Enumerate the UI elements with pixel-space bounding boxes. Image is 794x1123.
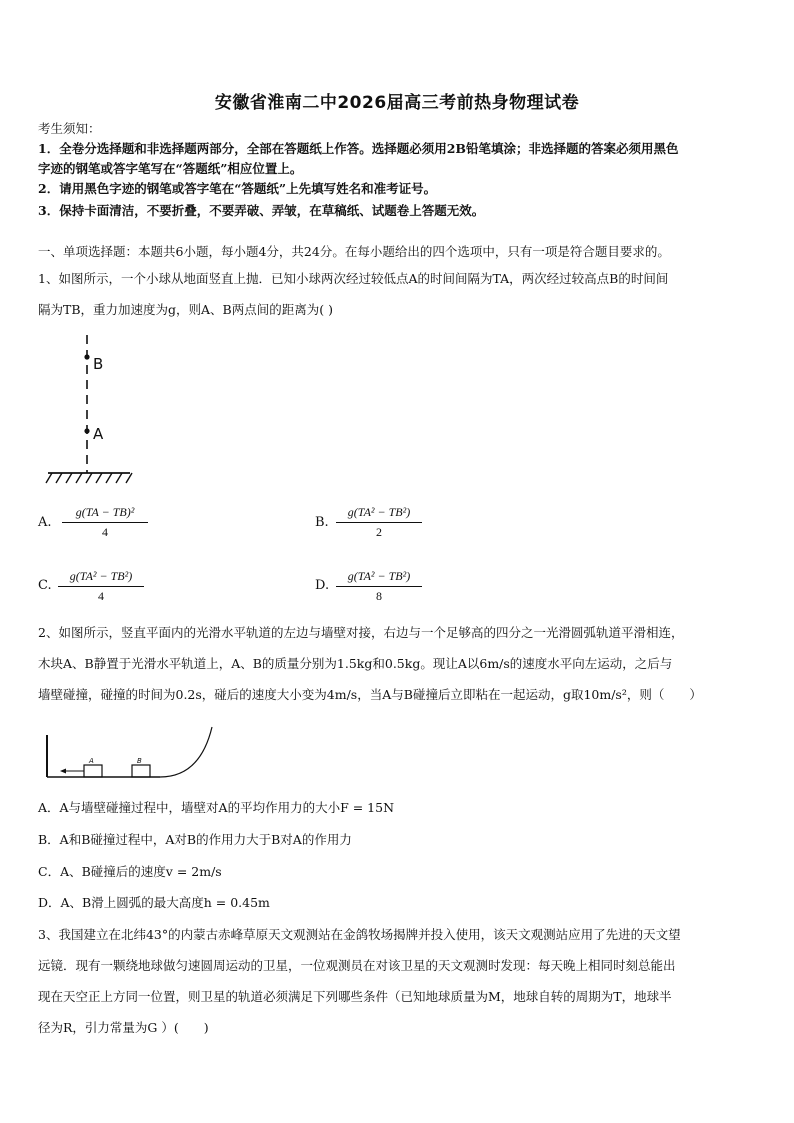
question-3-stem: 现在天空正上方同一位置，则卫星的轨道必须满足下列哪些条件（已知地球质量为M，地球自转的周期为T，地球半 [38,989,672,1004]
question-2-figure [40,725,220,785]
notice-item: 2．请用黑色字迹的钢笔或答字笔在“答题纸”上先填写姓名和准考证号。 [38,181,437,196]
question-2-stem: 木块A、B静置于光滑水平轨道上，A、B的质量分别为1.5kg和0.5kg。现让A以6m/s的速度水平向左运动，之后与 [38,656,673,671]
section-heading: 一、单项选择题：本题共6小题，每小题4分，共24分。在每小题给出的四个选项中，只有一项是符合题目要求的。 [38,244,670,259]
question-2-option-b: B．A和B碰撞过程中，A对B的作用力大于B对A的作用力 [38,832,352,847]
formula-numerator: g(TA − TB)² [75,505,135,519]
question-2-stem: 墙壁碰撞，碰撞的时间为0.2s，碰后的速度大小变为4m/s，当A与B碰撞后立即粘在一起运动，g取10m/s²，则（ ） [38,687,702,702]
option-c-letter: C. [38,578,52,593]
question-1-stem: 1、如图所示，一个小球从地面竖直上抛．已知小球两次经过较低点A的时间间隔为TA，两次经过较高点B的时间间 [38,271,669,286]
notice-item: 字迹的钢笔或答字笔写在“答题纸”相应位置上。 [38,161,303,176]
formula-denominator: 2 [376,525,382,539]
notice-item: 1．全卷分选择题和非选择题两部分，全部在答题纸上作答。选择题必须用2B铅笔填涂；非选择题的答案必须用黑色 [38,141,679,156]
block-a-label: A [89,757,94,765]
question-3-stem: 远镜．现有一颗绕地球做匀速圆周运动的卫星，一位观测员在对该卫星的天文观测时发现：每天晚上相同时刻总能出 [38,958,676,973]
option-b-letter: B. [315,515,329,530]
question-2-option-a: A．A与墙壁碰撞过程中，墙壁对A的平均作用力的大小F = 15N [38,800,395,815]
point-a-label: A [93,425,104,443]
block-b-label: B [137,757,142,765]
question-3-stem: 径为R，引力常量为G ）( ) [38,1020,209,1035]
option-d-formula [334,566,424,605]
formula-numerator: g(TA² − TB²) [347,569,411,583]
option-c-formula [56,566,146,605]
option-d-letter: D. [315,578,330,593]
question-2-stem: 2、如图所示，竖直平面内的光滑水平轨道的左边与墙壁对接，右边与一个足够高的四分之一光滑圆弧轨道平滑相连， [38,625,684,640]
question-1-figure [40,335,120,485]
formula-denominator: 4 [98,589,104,603]
page-title: 安徽省淮南二中2026届高三考前热身物理试卷 [214,93,580,113]
formula-numerator: g(TA² − TB²) [69,569,133,583]
formula-denominator: 4 [102,525,108,539]
notice-item: 3．保持卡面清洁，不要折叠，不要弄破、弄皱，在草稿纸、试题卷上答题无效。 [38,203,485,218]
formula-numerator: g(TA² − TB²) [347,505,411,519]
question-2-option-c: C．A、B碰撞后的速度v = 2m/s [38,864,222,879]
point-b-label: B [93,355,104,373]
formula-denominator: 8 [376,589,382,603]
question-1-stem: 隔为TB，重力加速度为g，则A、B两点间的距离为( ) [38,302,333,317]
question-2-option-d: D．A、B滑上圆弧的最大高度h = 0.45m [38,895,270,910]
option-a-formula [60,502,150,541]
option-a-letter: A. [38,515,52,530]
notice-heading: 考生须知： [38,121,101,136]
option-b-formula [334,502,424,541]
question-3-stem: 3、我国建立在北纬43°的内蒙古赤峰草原天文观测站在金鸽牧场揭牌并投入使用，该天文观测站应用了先进的天文望 [38,927,681,942]
